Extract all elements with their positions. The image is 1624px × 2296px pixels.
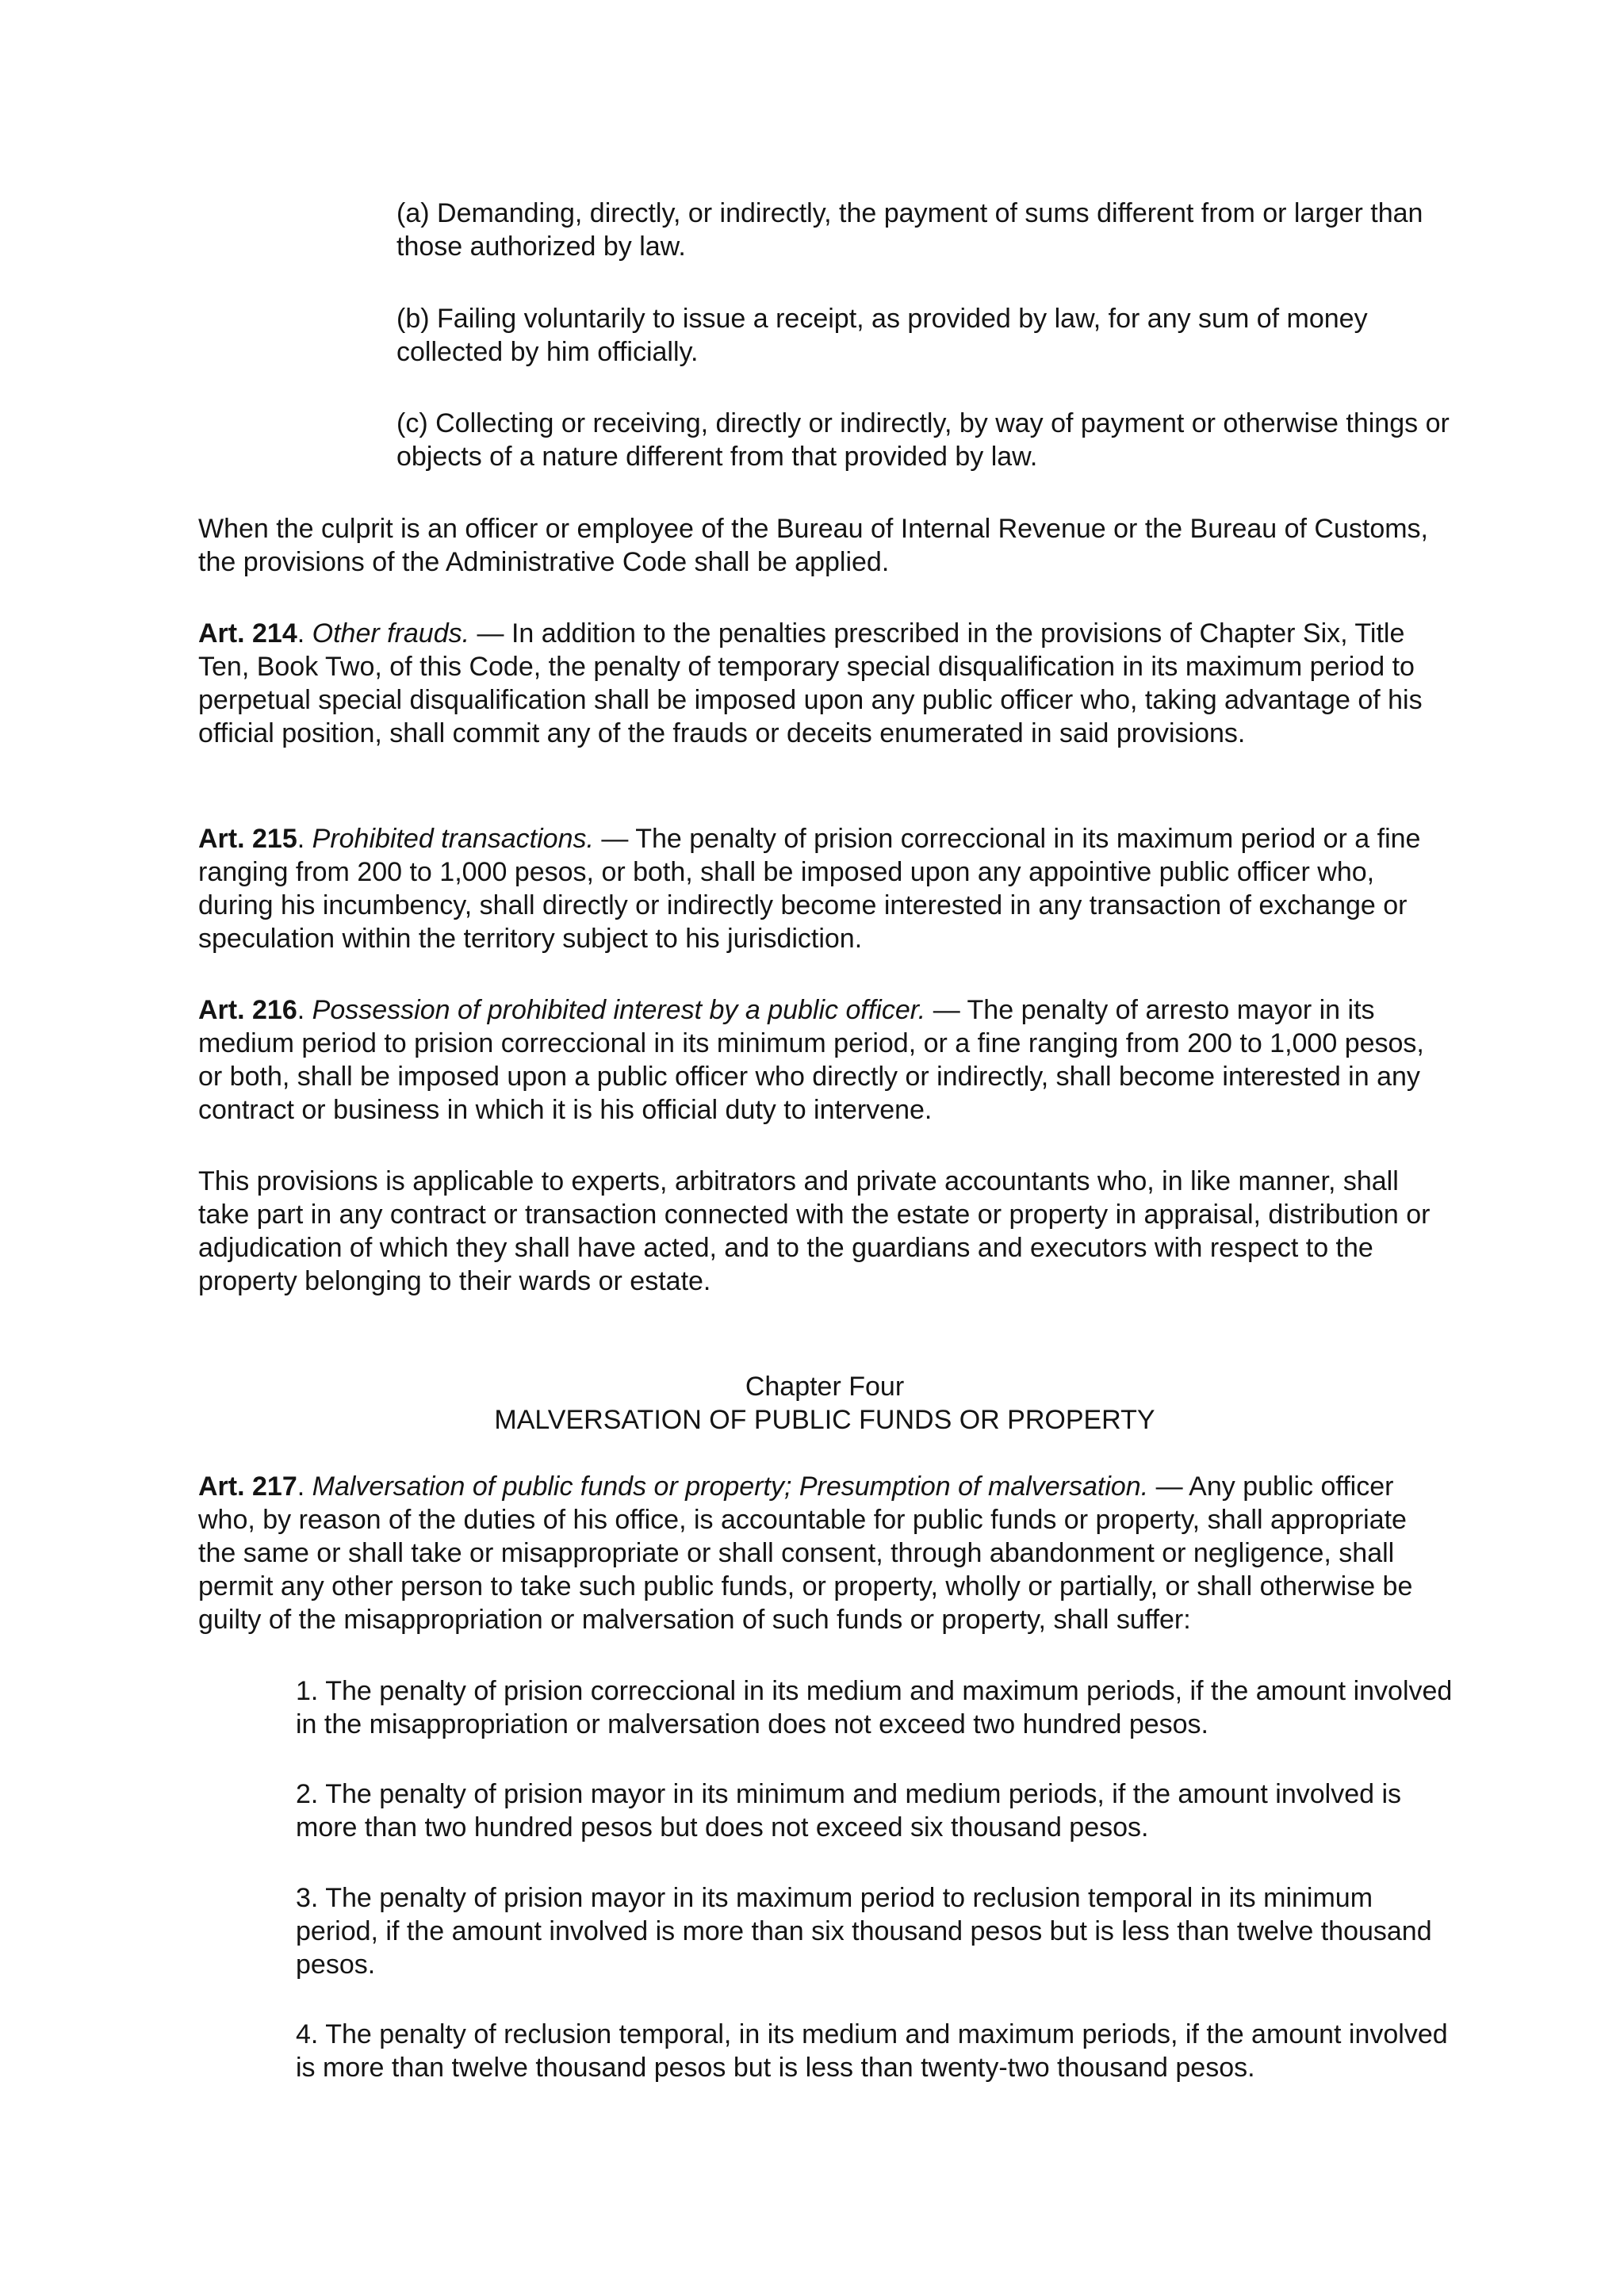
article-217: Art. 217. Malversation of public funds or property; Presumption of malversation. — Any public officer who, by reason of the duties of his office, is accountable for public funds or property, shall appropriate the same or shall take or misappropriate or shall consent, through abandonment or negligence, shall permit any other person to take such public funds, or property, wholly or partially, or shall otherwise be guilty of the misappropriation or malversation of such funds or property, shall suffer: — [198, 1471, 1413, 1635]
chapter-title: MALVERSATION OF PUBLIC FUNDS OR PROPERTY — [494, 1405, 1155, 1435]
penalty-item-3 — [296, 1881, 1454, 1981]
article-number: Art. 216 — [198, 995, 297, 1025]
penalty-item-1 — [296, 1674, 1454, 1741]
list-item-text: Demanding, directly, or indirectly, the payment of sums different from or larger than those authorized by law. — [396, 198, 1423, 262]
culprit-paragraph: When the culprit is an officer or employee of the Bureau of Internal Revenue or the Bureau of Customs, the provisions of the Administrative Code shall be applied. — [198, 514, 1429, 577]
list-item-c — [396, 407, 1451, 473]
article-title: Possession of prohibited interest by a public officer. — [312, 995, 926, 1025]
article-text: In addition to the penalties prescribed in the provisions of Chapter Six, Title Ten, Book Two, of this Code, the penalty of temporary special disqualification in its maximum period to perpetual special disqualification shall be imposed upon any public officer who, taking advantage of his official position, shall commit any of the frauds or deceits enumerated in said provisions. — [198, 618, 1423, 748]
article-number: Art. 217 — [198, 1471, 297, 1502]
penalty-item-4 — [296, 2018, 1454, 2084]
list-item-text: Failing voluntarily to issue a receipt, as provided by law, for any sum of money collected by him officially. — [396, 304, 1368, 367]
article-text: Any public officer who, by reason of the duties of his office, is accountable for public funds or property, shall appropriate the same or shall take or misappropriate or shall consent, through abandonment or negligence, shall permit any other person to take such public funds, or property, wholly or partially, or shall otherwise be guilty of the misappropriation or malversation of such funds or property, shall suffer: — [198, 1471, 1413, 1635]
article-number: Art. 214 — [198, 618, 297, 649]
article-dash: — — [1148, 1471, 1189, 1502]
penalty-label: 4. — [296, 2019, 319, 2049]
article-215: Art. 215. Prohibited transactions. — The penalty of prision correccional in its maximum period or a fine ranging from 200 to 1,000 pesos, or both, shall be imposed upon any appointive public officer who, during his incumbency, shall directly or indirectly become interested in any transaction of exchange or speculation within the territory subject to his jurisdiction. — [198, 824, 1421, 954]
penalty-label: 1. — [296, 1676, 319, 1706]
article-text: The penalty of prision correccional in its maximum period or a fine ranging from 200 to 1,000 pesos, or both, shall be imposed upon any appointive public officer who, during his incumbency, shall directly or indirectly become interested in any transaction of exchange or speculation within the territory subject to his jurisdiction. — [198, 824, 1421, 954]
penalty-text: The penalty of prision mayor in its maximum period to reclusion temporal in its minimum period, if the amount involved is more than six thousand pesos but is less than twelve thousand pesos. — [296, 1883, 1432, 1980]
article-dash: — — [925, 995, 967, 1025]
article-214: Art. 214. Other frauds. — In addition to the penalties prescribed in the provisions of Chapter Six, Title Ten, Book Two, of this Code, the penalty of temporary special disqualification in its maximum period to perpetual special disqualification shall be imposed upon any public officer who, taking advantage of his official position, shall commit any of the frauds or deceits enumerated in said provisions. — [198, 618, 1423, 748]
penalty-text: The penalty of prision mayor in its minimum and medium periods, if the amount involved is more than two hundred pesos but does not exceed six thousand pesos. — [296, 1779, 1402, 1843]
article-216: Art. 216. Possession of prohibited interest by a public officer. — The penalty of arresto mayor in its medium period to prision correccional in its minimum period, or a fine ranging from 200 to 1,000 pesos, or both, shall be imposed upon a public officer who directly or indirectly, shall become interested in any contract or business in which it is his official duty to intervene. — [198, 995, 1424, 1125]
provision-paragraph: This provisions is applicable to experts, arbitrators and private accountants who, in like manner, shall take part in any contract or transaction connected with the estate or property in appraisal, distribution or adjudication of which they shall have acted, and to the guardians and executors with respect to the property belonging to their wards or estate. — [198, 1166, 1431, 1296]
article-dash: — — [469, 618, 511, 649]
chapter-label: Chapter Four — [745, 1372, 905, 1402]
article-number: Art. 215 — [198, 824, 297, 854]
article-text: The penalty of arresto mayor in its medium period to prision correccional in its minimum period, or a fine ranging from 200 to 1,000 pesos, or both, shall be imposed upon a public officer who directly or indirectly, shall become interested in any contract or business in which it is his official duty to intervene. — [198, 995, 1424, 1125]
penalty-text: The penalty of reclusion temporal, in its medium and maximum periods, if the amount involved is more than twelve thousand pesos but is less than twenty-two thousand pesos. — [296, 2019, 1448, 2083]
list-item-label: (c) — [396, 408, 428, 438]
list-item-b — [396, 302, 1451, 369]
article-title: Prohibited transactions. — [312, 824, 594, 854]
list-item-a — [396, 197, 1451, 263]
article-title: Malversation of public funds or property; Presumption of malversation. — [312, 1471, 1149, 1502]
penalty-text: The penalty of prision correccional in its medium and maximum periods, if the amount involved in the misappropriation or malversation does not exceed two hundred pesos. — [296, 1676, 1453, 1739]
list-item-label: (a) — [396, 198, 430, 228]
penalty-label: 2. — [296, 1779, 319, 1809]
list-item-label: (b) — [396, 304, 430, 334]
article-title: Other frauds. — [312, 618, 470, 649]
list-item-text: Collecting or receiving, directly or indirectly, by way of payment or otherwise things or objects of a nature different from that provided by law. — [396, 408, 1450, 472]
penalty-item-2 — [296, 1777, 1454, 1844]
penalty-label: 3. — [296, 1883, 319, 1913]
article-dash: — — [593, 824, 636, 854]
